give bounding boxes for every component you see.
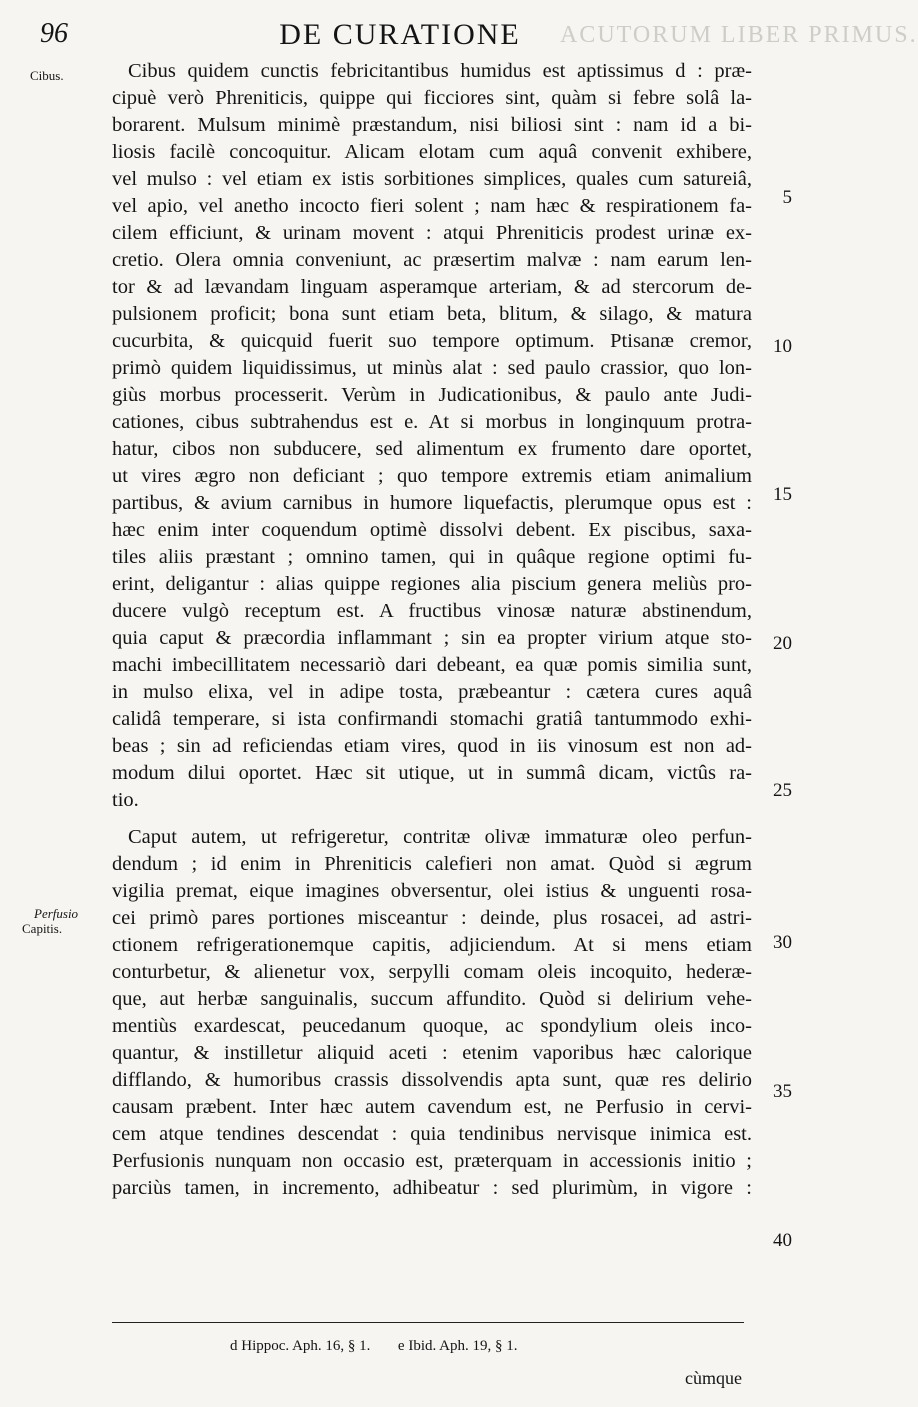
- line-number-20: 20: [773, 633, 792, 654]
- text-line: tor & ad lævandam linguam asperamque arteriam, & ad stercorum de-: [112, 276, 752, 298]
- text-line: hatur, cibos non subducere, sed alimentum ex frumento dare oportet,: [112, 438, 752, 460]
- line-number-5: 5: [782, 187, 792, 208]
- text-line: difflando, & humoribus crassis dissolvendis apta sunt, quæ res delirio: [112, 1069, 752, 1091]
- text-line: quantur, & instilletur aliquid aceti : etenim vaporibus hæc calorique: [112, 1042, 752, 1064]
- text-line: cationes, cibus subtrahendus est e. At si morbus in longinquum protra-: [112, 411, 752, 433]
- text-line: beas ; sin ad reficiendas etiam vires, quod in iis vinosum est non ad-: [112, 735, 752, 757]
- text-line: partibus, & avium carnibus in humore liquefactis, plerumque opus est :: [112, 492, 752, 514]
- text-line: dendum ; id enim in Phreniticis calefieri non amat. Quòd si ægrum: [112, 853, 752, 875]
- text-line: mentiùs exardescat, peucedanum quoque, ac spondylium oleis inco-: [112, 1015, 752, 1037]
- text-line: causam præbent. Inter hæc autem cavendum est, ne Perfusio in cervi-: [112, 1096, 752, 1118]
- page-number: 96: [40, 18, 68, 49]
- text-line: modum dilui oportet. Hæc sit utique, ut in summâ dicam, victûs ra-: [112, 762, 752, 784]
- line-number-25: 25: [773, 780, 792, 801]
- footnotes: [230, 1338, 518, 1355]
- text-line: calidâ temperare, si ista confirmandi stomachi gratiâ tantummodo exhi-: [112, 708, 752, 730]
- text-line: cei primò pares portiones misceantur : deinde, plus rosacei, ad astri-: [112, 907, 752, 929]
- text-line: giùs morbus processerit. Verùm in Judicationibus, & paulo ante Judi-: [112, 384, 752, 406]
- text-line: que, aut herbæ sanguinalis, succum affundito. Quòd si delirium vehe-: [112, 988, 752, 1010]
- text-line: cilem efficiunt, & urinam movent : atqui Phreniticis prodest urinæ ex-: [112, 222, 752, 244]
- text-line: Cibus quidem cunctis febricitantibus humidus est aptissimus d : præ-: [128, 60, 752, 82]
- text-line: vigilia premat, eique imagines obversentur, olei istius & unguenti rosa-: [112, 880, 752, 902]
- text-line: pulsionem proficit; bona sunt etiam beta, blitum, & silago, & matura: [112, 303, 752, 325]
- text-line: borarent. Mulsum minimè præstandum, nisi biliosi sint : nam id a bi-: [112, 114, 752, 136]
- text-line: primò quidem liquidissimus, ut minùs alat : sed paulo crassior, quo lon-: [112, 357, 752, 379]
- text-line: Perfusionis nunquam non occasio est, præterquam in accessionis initio ;: [112, 1150, 752, 1172]
- text-line: cretio. Olera omnia conveniunt, ac præsertim malvæ : nam earum len-: [112, 249, 752, 271]
- footnote-rule: [112, 1322, 744, 1323]
- text-line: liosis facilè concoquitur. Alicam elotam cum aquâ convenit exhibere,: [112, 141, 752, 163]
- text-line: hæc enim inter coquendum optimè dissolvi debent. Ex piscibus, saxa-: [112, 519, 752, 541]
- text-line: machi imbecillitatem necessariò dari debeant, ea quæ pomis similia sunt,: [112, 654, 752, 676]
- catchword: cùmque: [685, 1368, 742, 1388]
- text-line: Caput autem, ut refrigeretur, contritæ olivæ immaturæ oleo perfun-: [128, 826, 752, 848]
- line-number-15: 15: [773, 484, 792, 505]
- margin-note-capitis-line: Capitis.: [22, 921, 63, 936]
- text-line: in mulso elixa, vel in adipe tosta, præbeantur : cætera cures aquâ: [112, 681, 752, 703]
- bleed-through-text: ACUTORUM LIBER PRIMUS.: [560, 22, 918, 48]
- text-line: vel apio, vel anetho incocto fieri solent ; nam hæc & respirationem fa-: [112, 195, 752, 217]
- text-line: tio.: [112, 789, 139, 811]
- text-line: erint, deligantur : alias quippe regiones alia piscium genera meliùs pro-: [112, 573, 752, 595]
- margin-note-cibus: Cibus.: [30, 68, 64, 83]
- footnote-d: d Hippoc. Aph. 16, § 1.: [230, 1338, 371, 1354]
- text-line: ducere vulgò receptum est. A fructibus vinosæ naturæ abstinendum,: [112, 600, 752, 622]
- text-line: vel mulso : vel etiam ex istis sorbitiones simplices, quales cum satureiâ,: [112, 168, 752, 190]
- margin-note-perfusio-line: Perfusio: [34, 906, 79, 921]
- text-line: cem atque tendines descendat : quia tendinibus nervisque inimica est.: [112, 1123, 752, 1145]
- running-head: DE CURATIONE: [279, 18, 521, 51]
- text-line: cipuè verò Phreniticis, quippe qui ficciores sint, quàm si febre solâ la-: [112, 87, 752, 109]
- text-line: quia caput & præcordia inflammant ; sin ea propter virium atque sto-: [112, 627, 752, 649]
- line-number-10: 10: [773, 336, 792, 357]
- text-line: ut vires ægro non deficiant ; quo tempore extremis etiam animalium: [112, 465, 752, 487]
- text-line: parciùs tamen, in incremento, adhibeatur : sed plurimùm, in vigore :: [112, 1177, 752, 1199]
- main-text: [112, 58, 752, 1202]
- text-line: conturbetur, & alienetur vox, serpylli comam oleis incoquito, hederæ-: [112, 961, 752, 983]
- text-line: tiles aliis præstant ; omnino tamen, qui in quâque regione optimi fu-: [112, 546, 752, 568]
- line-number-40: 40: [773, 1230, 792, 1251]
- text-line: ctionem refrigerationemque capitis, adjiciendum. At si mens etiam: [112, 934, 752, 956]
- footnote-e: e Ibid. Aph. 19, § 1.: [397, 1338, 518, 1354]
- margin-note-perfusio: [22, 906, 79, 936]
- line-number-35: 35: [773, 1081, 792, 1102]
- text-line: cucurbita, & quicquid fuerit suo tempore optimum. Ptisanæ cremor,: [112, 330, 752, 352]
- line-number-30: 30: [773, 932, 792, 953]
